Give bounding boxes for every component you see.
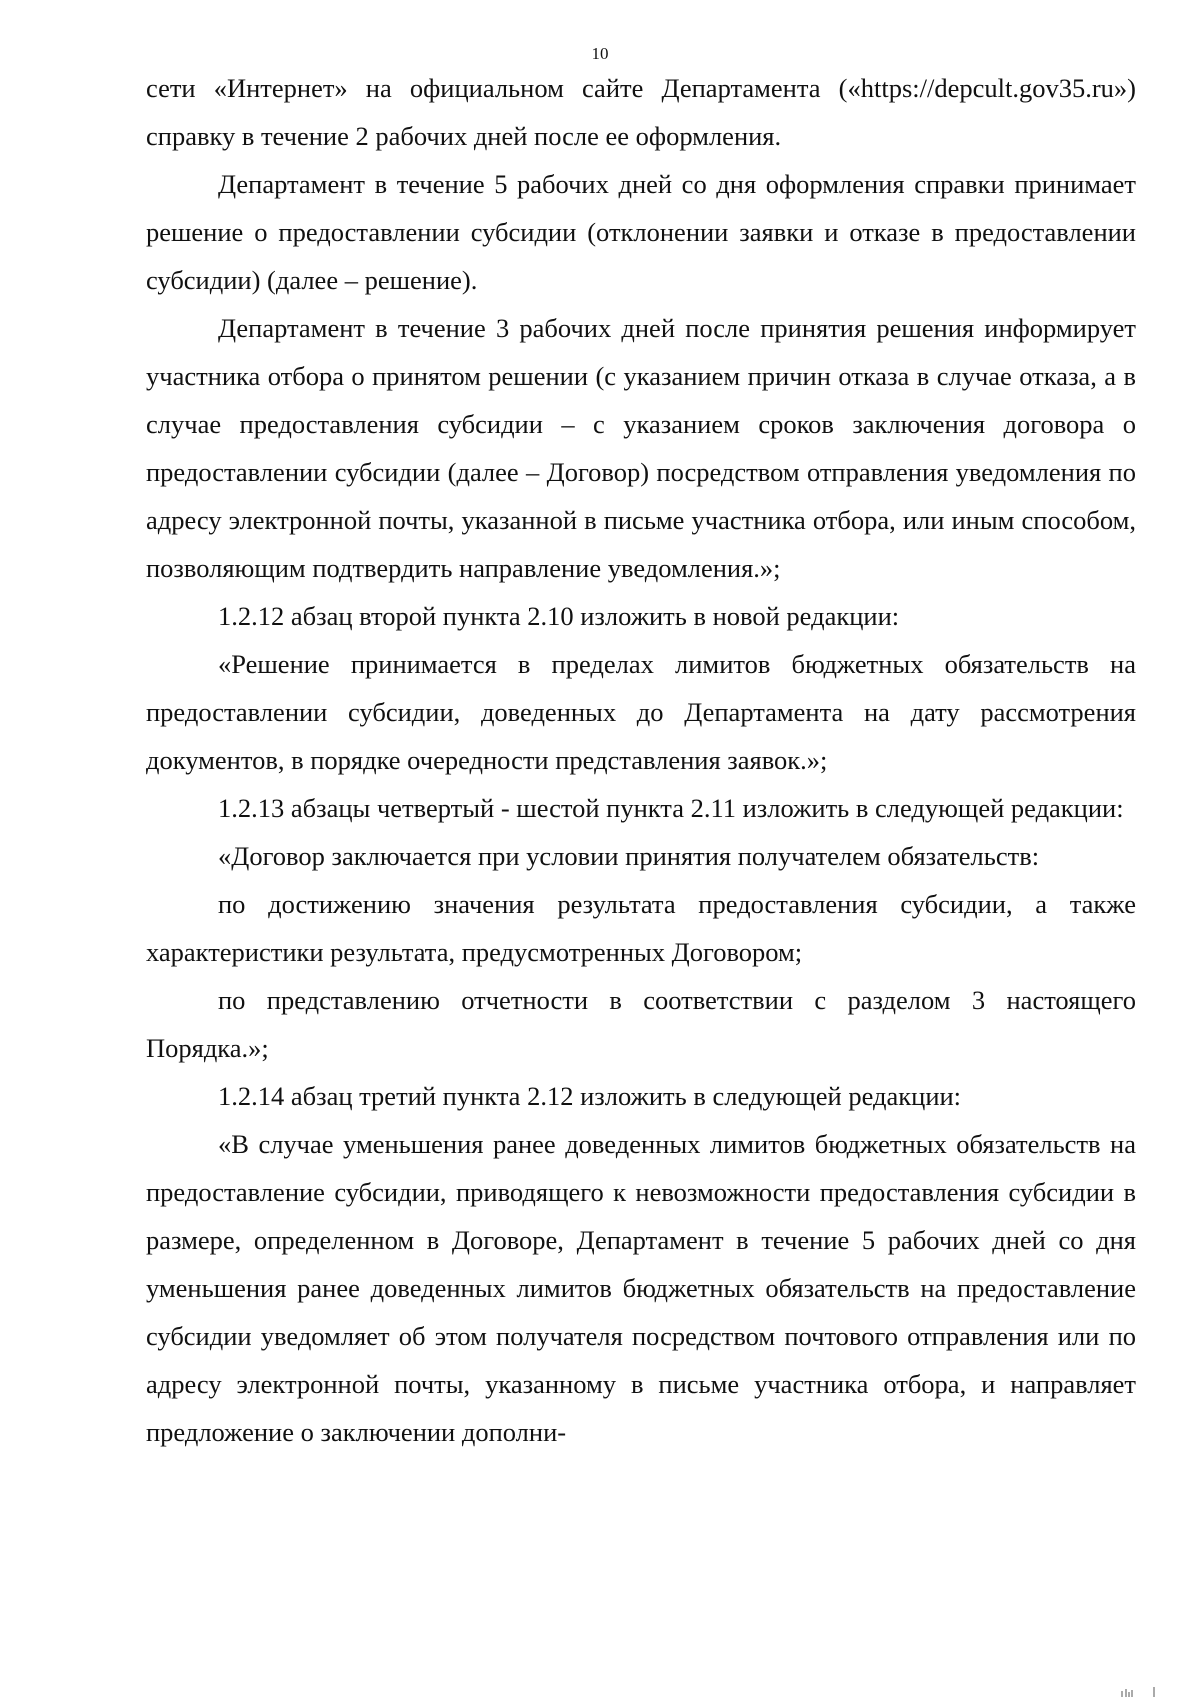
paragraph-7: «Договор заключается при условии принятия получателем обязательств: bbox=[218, 841, 1040, 871]
paragraph-11: «В случае уменьшения ранее доведенных лимитов бюджетных обязательств на предоставление субсидии, приводящего к невозможности предоставления субсидии в размере, определенном в Договоре, Департамент в течение 5 рабочих дней со дня уменьшения ранее доведенных лимитов бюджетных обязательств на предоставление субсидии уведомляет об этом получателя посредством почтового отправления или по адресу электронной почты, указанному в письме участника отбора, и направляет предложение о заключении дополни- bbox=[146, 1129, 1136, 1447]
paragraph-4: 1.2.12 абзац второй пункта 2.10 изложить в новой редакции: bbox=[218, 601, 900, 631]
paragraph-10: 1.2.14 абзац третий пункта 2.12 изложить в следующей редакции: bbox=[218, 1081, 962, 1111]
page-number: 10 bbox=[591, 44, 609, 63]
paragraph-6: 1.2.13 абзацы четвертый - шестой пункта 2.11 изложить в следующей редакции: bbox=[218, 793, 1124, 823]
scan-edge-marks bbox=[1118, 1683, 1158, 1697]
paragraph-8: по достижению значения результата предоставления субсидии, а также характеристики результата, предусмотренных Договором; bbox=[146, 889, 1136, 967]
paragraph-5: «Решение принимается в пределах лимитов бюджетных обязательств на предоставлении субсидии, доведенных до Департамента на дату рассмотрения документов, в порядке очередности представления заявок.»; bbox=[146, 649, 1136, 775]
paragraph-2: Департамент в течение 5 рабочих дней со дня оформления справки принимает решение о предоставлении субсидии (отклонении заявки и отказе в предоставлении субсидии) (далее – решение). bbox=[146, 169, 1136, 295]
paragraph-9: по представлению отчетности в соответствии с разделом 3 настоящего Порядка.»; bbox=[146, 985, 1136, 1063]
paragraph-1: сети «Интернет» на официальном сайте Департамента («https://depcult.gov35.ru») справку в течение 2 рабочих дней после ее оформления. bbox=[146, 73, 1136, 151]
document-body bbox=[146, 64, 1136, 1456]
paragraph-3: Департамент в течение 3 рабочих дней после принятия решения информирует участника отбора о принятом решении (с указанием причин отказа в случае отказа, а в случае предоставления субсидии – с указанием сроков заключения договора о предоставлении субсидии (далее – Договор) посредством отправления уведомления по адресу электронной почты, указанной в письме участника отбора, или иным способом, позволяющим подтвердить направление уведомления.»; bbox=[146, 313, 1136, 583]
